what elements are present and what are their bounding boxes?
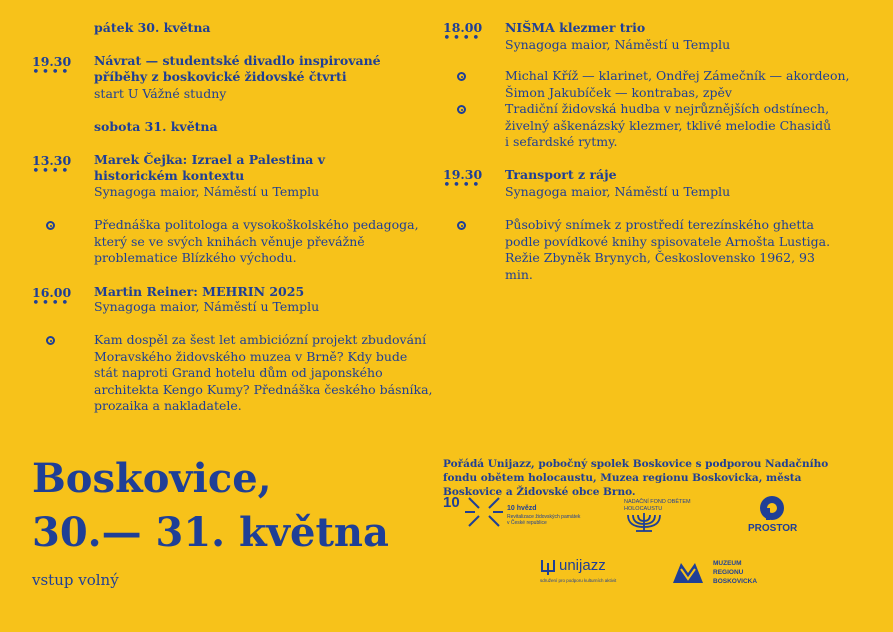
fund-logo: NADAČNÍ FOND OBĚTEM HOLOCAUSTU [618, 497, 708, 537]
event-description: Kam dospěl za šest let ambiciózní projekt zbudování Moravského židovského muzea v Brně? Kdy bude stát naproti Grand hotelu dům od japonského architekta Kengo Kumy? Přednáška českého básníka, prozaika a nakladatele. [94, 332, 433, 413]
dots-decoration: •••• [32, 164, 71, 179]
event-venue: Synagoga maior, Náměstí u Templu [505, 184, 731, 199]
event-time: 16.00 [32, 285, 72, 300]
star-icon [463, 496, 505, 528]
event-time: 19.30 [32, 54, 72, 69]
hero-city: Boskovice, [32, 455, 272, 502]
prostor-logo: PROSTOR [745, 495, 805, 537]
dots-decoration: •••• [32, 296, 71, 311]
event-time: 19.30 [443, 167, 483, 182]
bullet-icon [457, 221, 466, 230]
dots-decoration: •••• [443, 31, 482, 46]
hero-dates: 30.— 31. května [32, 509, 389, 556]
event-description: Přednáška politologa a vysokoškolského pedagoga, který se ve svých knihách věnuje převážně problematice Blízkého východu. [94, 217, 419, 265]
event-venue: Synagoga maior, Náměstí u Templu [94, 299, 320, 314]
event-time: 13.30 [32, 153, 72, 168]
event-title: NIŠMA klezmer trio [505, 20, 646, 35]
event-title: Martin Reiner: MEHRIN 2025 [94, 284, 305, 299]
bullet-icon [457, 72, 466, 81]
bullet-icon [457, 105, 466, 114]
muzeum-icon [671, 559, 705, 585]
day-saturday: sobota 31. května [94, 119, 218, 134]
organizer-text: Pořádá Unijazz, pobočný spolek Boskovice s podporou Nadačního fondu obětem holocaustu, Muzea regionu Boskovicka, města Boskovice a Židovské obce Brno. [443, 458, 829, 498]
event-title: Transport z ráje [505, 167, 617, 182]
event-title: Marek Čejka: Izrael a Palestina v historickém kontextu [94, 152, 325, 183]
dots-decoration: •••• [32, 65, 71, 80]
menorah-icon [624, 511, 664, 533]
entry-free: vstup volný [32, 571, 119, 589]
event-title: Návrat — studentské divadlo inspirované příběhy z boskovické židovské čtvrti [94, 53, 381, 84]
unijazz-icon [540, 559, 556, 577]
muzeum-logo: MUZEUM REGIONU BOSKOVICKA [671, 557, 781, 589]
event-description: Michal Kříž — klarinet, Ondřej Zámečník — akordeon, Šimon Jakubíček — kontrabas, zpěv [505, 68, 850, 100]
event-venue: Synagoga maior, Náměstí u Templu [94, 184, 320, 199]
event-venue: Synagoga maior, Náměstí u Templu [505, 37, 731, 52]
ten-stars-logo: 10 10 hvězd Revitalizace židovských památek v České republice [443, 494, 581, 526]
event-time: 18.00 [443, 20, 483, 35]
unijazz-logo: unijazz sdružení pro podporu kulturních aktivit [540, 557, 617, 583]
day-friday: pátek 30. května [94, 20, 211, 35]
dots-decoration: •••• [443, 178, 482, 193]
event-venue: start U Vážné studny [94, 86, 227, 101]
bullet-icon [46, 221, 55, 230]
prostor-icon [759, 495, 785, 521]
event-description: Tradiční židovská hudba v nejrůznějších odstínech, živelný aškenázský klezmer, tklivé melodie Chasidů i sefardské rytmy. [505, 101, 832, 149]
event-description: Působivý snímek z prostředí terezínského ghetta podle povídkové knihy spisovatele Arnošta Lustiga. Režie Zbyněk Brynych, Československo 1962, 93 min. [505, 217, 831, 282]
bullet-icon [46, 336, 55, 345]
